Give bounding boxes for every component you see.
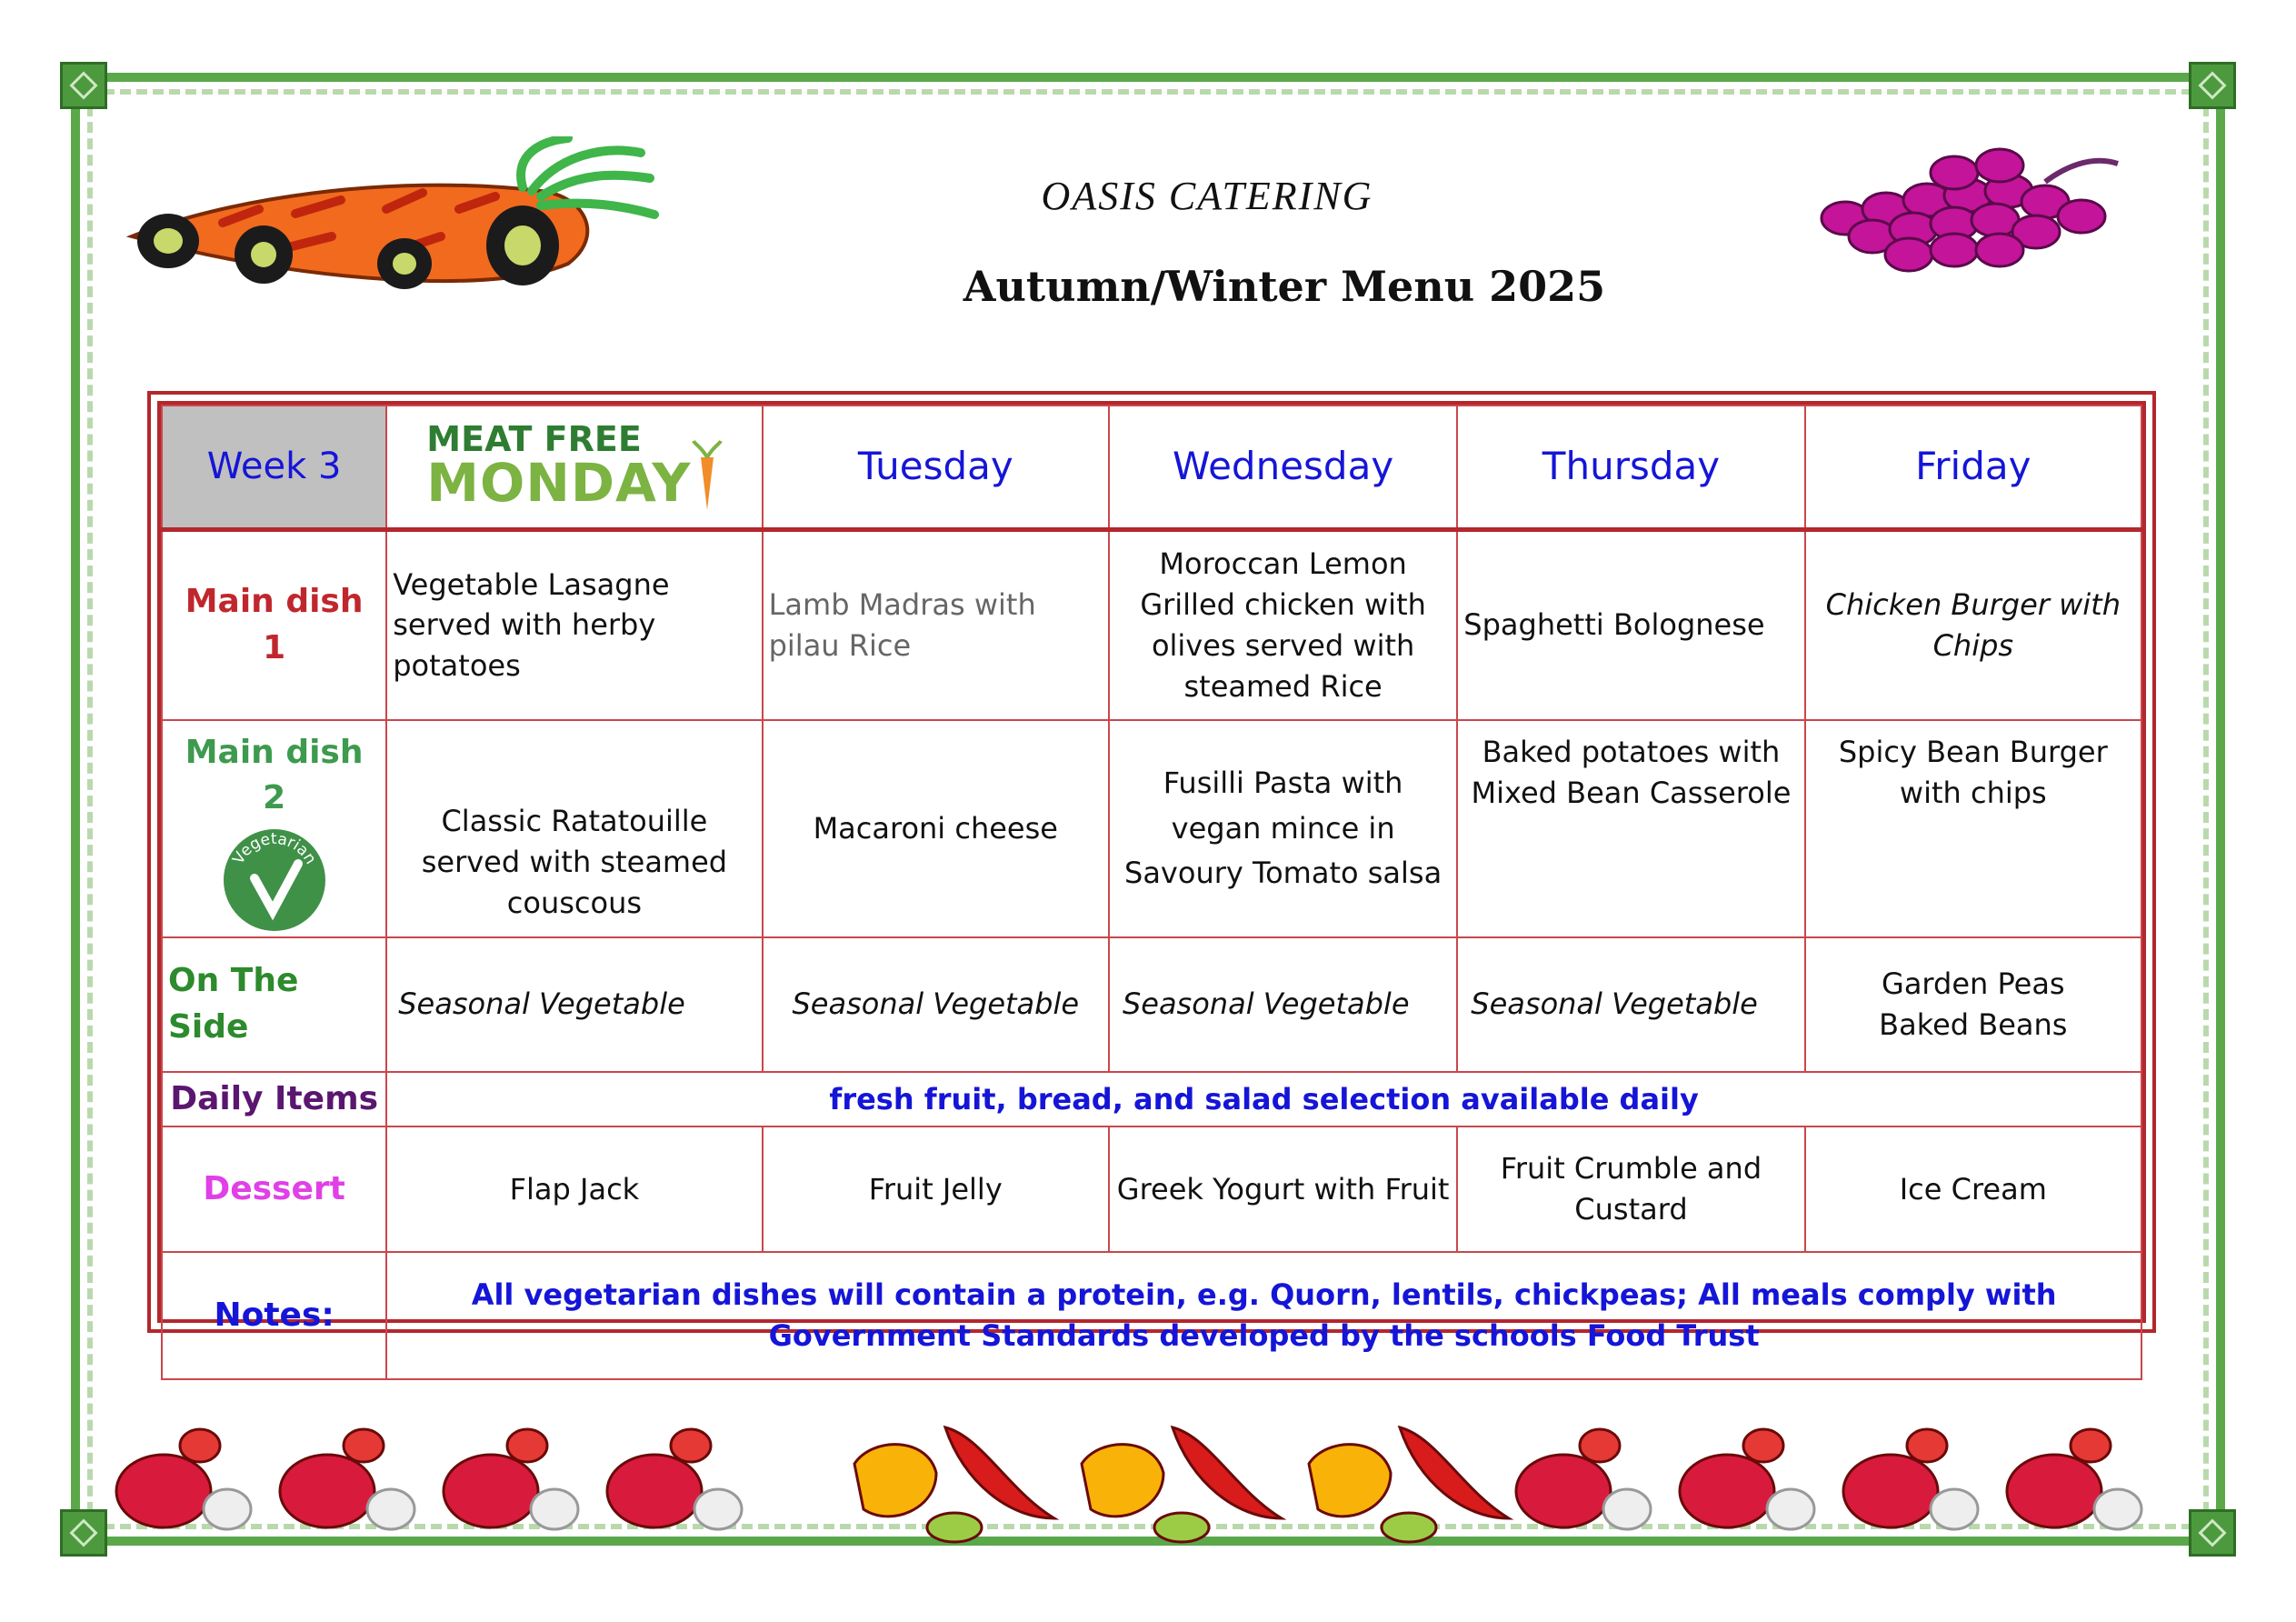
cell-main2-wednesday: Fusilli Pasta with vegan mince in Savoury Tomato salsa [1109, 720, 1457, 937]
cell-side-thursday: Seasonal Vegetable [1457, 937, 1804, 1072]
day-wednesday: Wednesday [1109, 406, 1457, 529]
corner-ornament-icon [2189, 62, 2236, 109]
cell-main1-monday: Vegetable Lasagne served with herby potatoes [386, 529, 762, 720]
day-thursday: Thursday [1457, 406, 1804, 529]
cell-side-wednesday: Seasonal Vegetable [1109, 937, 1457, 1072]
cell-main1-tuesday: Lamb Madras with pilau Rice [763, 529, 1109, 720]
vegetable-border-icon [91, 1400, 2209, 1546]
cell-side-friday: Garden Peas Baked Beans [1805, 937, 2141, 1072]
menu-table-frame [147, 391, 2156, 1354]
vegetarian-badge-icon [222, 827, 327, 933]
page-title: Autumn/Winter Menu 2025 [963, 262, 1606, 311]
brand-name: OASIS CATERING [1041, 174, 1373, 218]
table-row-side [162, 937, 2141, 1072]
table-row-main2 [162, 720, 2141, 937]
menu-table-inner [157, 401, 2146, 1354]
row-label-dessert: Dessert [162, 1126, 386, 1252]
row-label-main1: Main dish 1 [162, 529, 386, 720]
cell-daily-items: fresh fruit, bread, and salad selection available daily [386, 1072, 2141, 1126]
cell-main1-friday: Chicken Burger with Chips [1805, 529, 2141, 720]
cell-dessert-wednesday: Greek Yogurt with Fruit [1109, 1126, 1457, 1252]
day-friday: Friday [1805, 406, 2141, 529]
cell-main1-wednesday: Moroccan Lemon Grilled chicken with olives served with steamed Rice [1109, 529, 1457, 720]
cell-side-tuesday: Seasonal Vegetable [763, 937, 1109, 1072]
meat-free-monday-logo [386, 406, 762, 529]
table-header-row [162, 406, 2141, 529]
menu-table [161, 405, 2142, 1380]
row-label-daily: Daily Items [162, 1072, 386, 1126]
cell-main2-thursday: Baked potatoes with Mixed Bean Casserole [1457, 720, 1804, 937]
cell-main2-monday: Classic Ratatouille served with steamed couscous [386, 720, 762, 937]
cell-side-monday: Seasonal Vegetable [386, 937, 762, 1072]
cell-dessert-friday: Ice Cream [1805, 1126, 2141, 1252]
row-label-main2-cell [162, 720, 386, 937]
table-row-daily [162, 1072, 2141, 1126]
cell-main2-friday: Spicy Bean Burger with chips [1805, 720, 2141, 937]
row-label-side: On The Side [162, 937, 386, 1072]
table-row-main1 [162, 529, 2141, 720]
table-row-notes [162, 1252, 2141, 1379]
cell-dessert-tuesday: Fruit Jelly [763, 1126, 1109, 1252]
logo-line-2: MONDAY [426, 451, 692, 514]
vegetarian-badge-label: Vegetarian [228, 829, 320, 867]
carrot-icon [692, 439, 723, 512]
cell-main2-tuesday: Macaroni cheese [763, 720, 1109, 937]
day-tuesday: Tuesday [763, 406, 1109, 529]
cell-dessert-monday: Flap Jack [386, 1126, 762, 1252]
cell-notes: All vegetarian dishes will contain a protein, e.g. Quorn, lentils, chickpeas; All meals comply with Government Standards developed by the schools Food Trust [386, 1252, 2141, 1379]
row-label-main2: Main dish 2 [185, 734, 364, 817]
cell-main1-thursday: Spaghetti Bolognese [1457, 529, 1804, 720]
logo-line-1: MEAT FREE [426, 418, 642, 459]
cell-dessert-thursday: Fruit Crumble and Custard [1457, 1126, 1804, 1252]
table-row-dessert [162, 1126, 2141, 1252]
row-label-notes: Notes: [162, 1252, 386, 1379]
week-label: Week 3 [162, 406, 386, 529]
corner-ornament-icon [60, 62, 107, 109]
